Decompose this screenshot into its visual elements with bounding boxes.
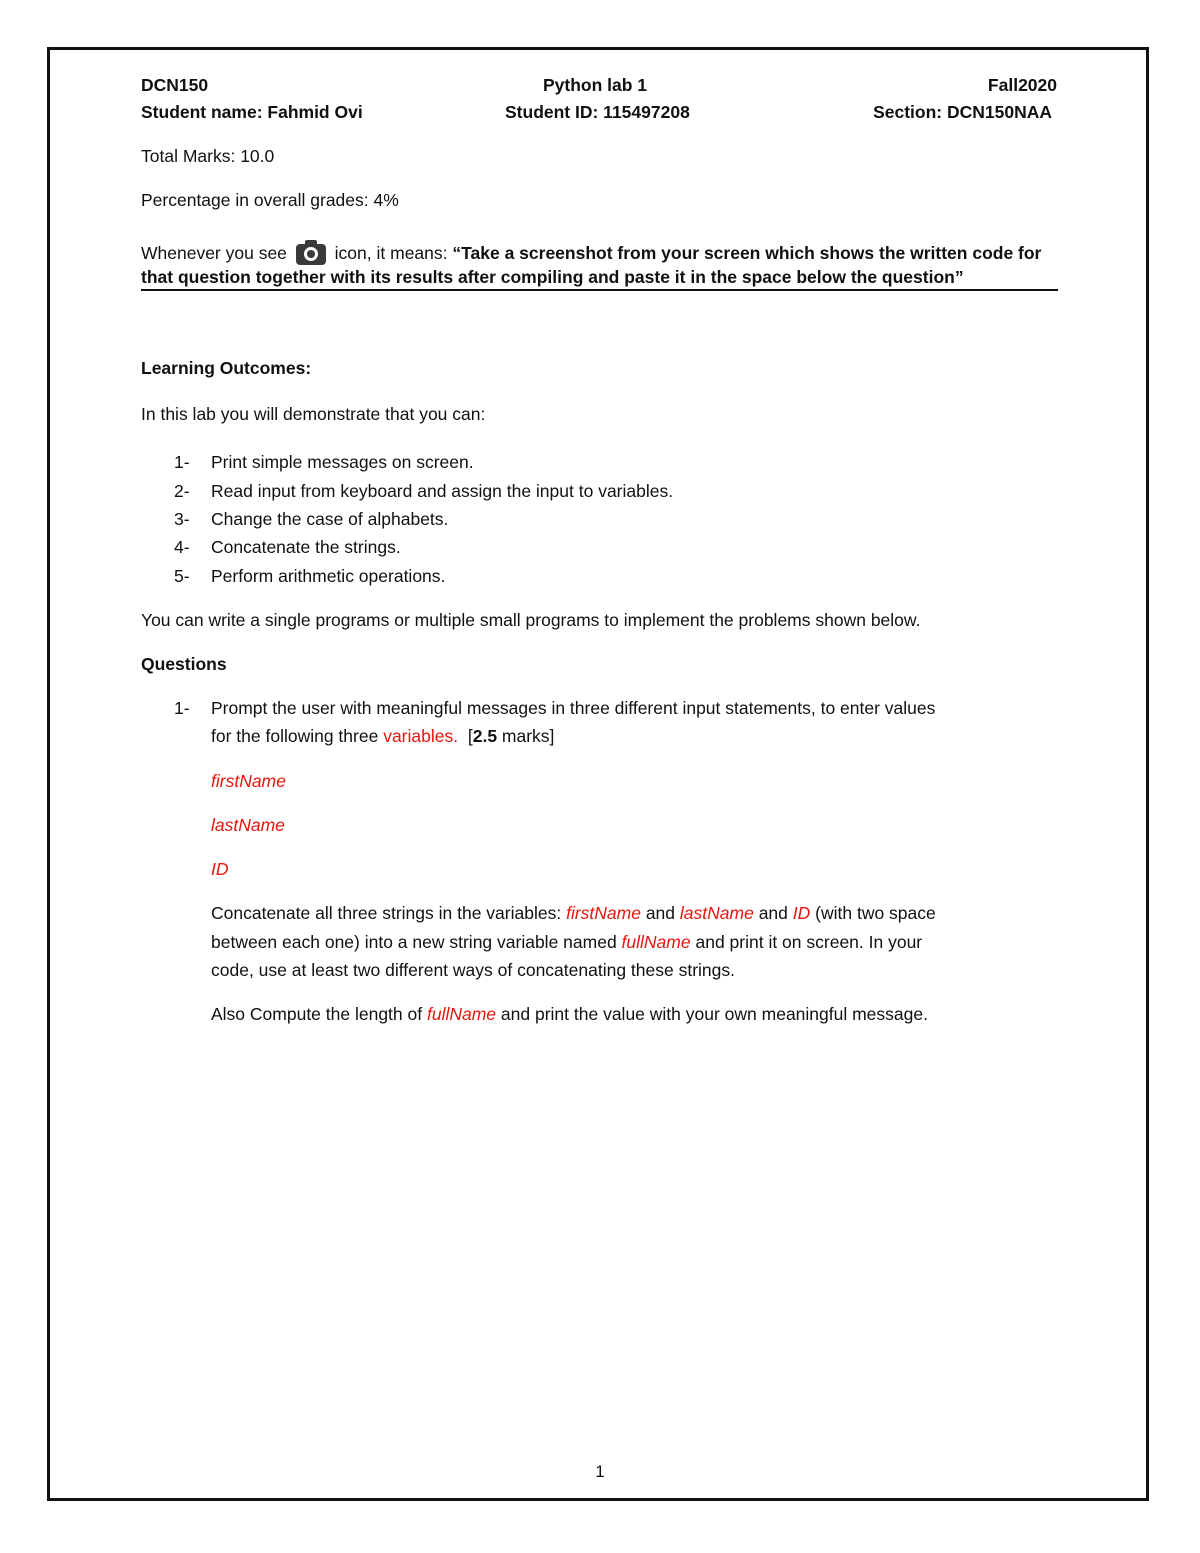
percentage-grade: Percentage in overall grades: 4% <box>141 190 399 210</box>
length-line <box>211 1003 928 1025</box>
instruction-middle: icon, it means: <box>334 243 448 263</box>
list-text: Change the case of alphabets. <box>211 509 449 529</box>
learning-heading: Learning Outcomes: <box>141 358 312 378</box>
instruction-bold-1: “Take a screenshot from your screen which shows the written code for <box>452 243 1042 263</box>
list-text: Print simple messages on screen. <box>211 452 474 472</box>
concat-line-2 <box>211 931 922 953</box>
length-text: Also Compute the length of <box>211 1004 423 1024</box>
var-fullname-inline: fullName <box>621 932 691 952</box>
question-text: for the following three <box>211 726 379 746</box>
question-number: 1- <box>174 698 190 718</box>
var-id: ID <box>211 859 229 879</box>
questions-heading: Questions <box>141 654 227 674</box>
concat-text: and <box>645 903 676 923</box>
concat-line-1 <box>211 902 936 924</box>
total-marks: Total Marks: 10.0 <box>141 146 275 166</box>
instruction-bold-2: that question together with its results after compiling and paste it in the space below the question” <box>141 267 964 287</box>
camera-icon <box>296 239 326 265</box>
concat-text: between each one) into a new string variable named <box>211 932 617 952</box>
variables-word: variables. <box>383 726 459 746</box>
var-firstname: firstName <box>211 771 286 791</box>
concat-text: and print it on screen. In your <box>695 932 923 952</box>
instruction-prefix: Whenever you see <box>141 243 287 263</box>
concat-text: and <box>758 903 788 923</box>
var-fullname-inline: fullName <box>426 1004 497 1024</box>
list-number: 2- <box>174 481 190 501</box>
student-id: Student ID: 115497208 <box>505 102 690 122</box>
learning-intro: In this lab you will demonstrate that you can: <box>141 404 486 424</box>
student-name: Student name: Fahmid Ovi <box>141 102 363 122</box>
list-number: 1- <box>174 452 190 472</box>
concat-text: (with two space <box>815 903 936 923</box>
question-1-line-2 <box>211 725 554 747</box>
list-text: Perform arithmetic operations. <box>211 566 446 586</box>
instruction-line-1 <box>141 239 1041 265</box>
section: Section: DCN150NAA <box>873 102 1052 122</box>
horizontal-rule <box>141 289 1058 291</box>
list-number: 3- <box>174 509 190 529</box>
concat-line-3: code, use at least two different ways of concatenating these strings. <box>211 960 736 980</box>
list-text: Read input from keyboard and assign the input to variables. <box>211 481 674 501</box>
page-number: 1 <box>595 1462 605 1481</box>
list-text: Concatenate the strings. <box>211 537 401 557</box>
question-text: Prompt the user with meaningful messages in three different input statements, to enter values <box>211 698 936 718</box>
course-code: DCN150 <box>141 75 209 95</box>
length-text: and print the value with your own meaningful message. <box>500 1004 928 1024</box>
list-number: 4- <box>174 537 190 557</box>
concat-text: Concatenate all three strings in the variables: <box>211 903 562 923</box>
var-firstname-inline: firstName <box>566 903 641 923</box>
programs-note: You can write a single programs or multiple small programs to implement the problems shown below. <box>141 610 921 630</box>
marks: [2.5 marks] <box>467 726 555 746</box>
var-lastname: lastName <box>211 815 285 835</box>
lab-title: Python lab 1 <box>543 75 648 95</box>
term: Fall2020 <box>987 75 1057 95</box>
var-lastname-inline: lastName <box>679 903 754 923</box>
list-number: 5- <box>174 566 190 586</box>
var-id-inline: ID <box>792 903 811 923</box>
